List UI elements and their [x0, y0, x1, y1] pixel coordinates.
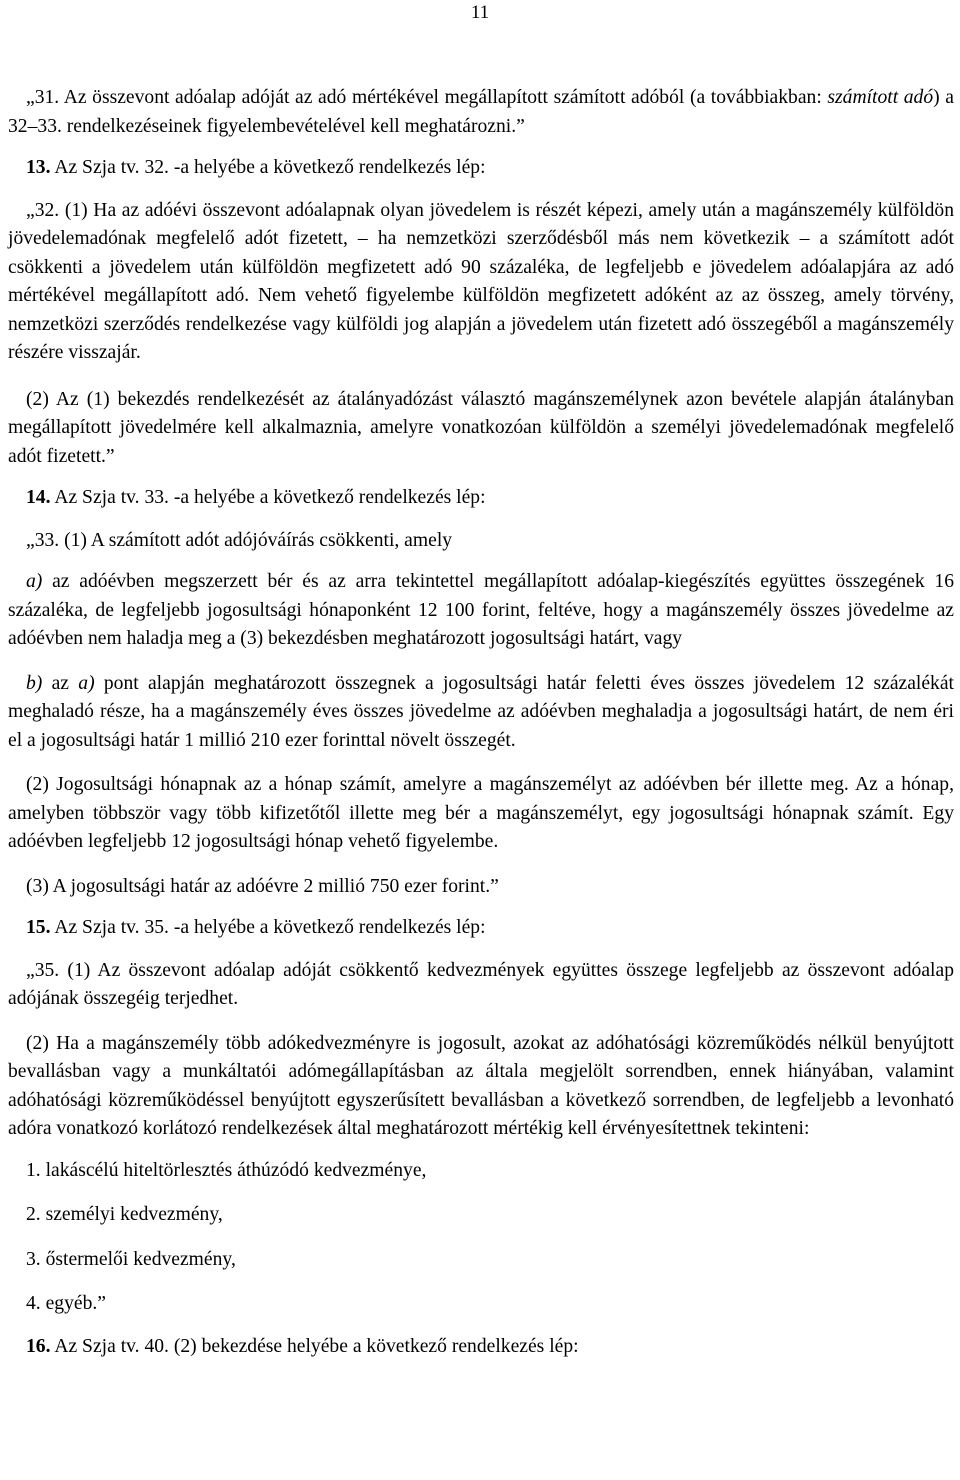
section-number: 15. [26, 917, 51, 938]
paragraph-35-1: „35. (1) Az összevont adóalap adóját csökkentő kedvezmények együttes összege legfeljebb az összevont adóalap adójának összegéig terjedhet. [8, 959, 954, 1009]
section-heading-text: Az Szja tv. 33. -a helyébe a következő rendelkezés lép: [50, 487, 486, 508]
paragraph-33-1: „33. (1) A számított adót adójóváírás csökkenti, amely [26, 529, 453, 551]
list-item: 4. egyéb.” [26, 1293, 106, 1314]
point-label: b) [26, 672, 43, 694]
list-item: 2. személyi kedvezmény, [26, 1204, 223, 1225]
point-reference: a) [78, 672, 95, 694]
paragraph-33-2: (2) Jogosultsági hónapnak az a hónap számít, amelyre a magánszemélyt az adóévben bér illette meg. Az a hónap, amelyben többször vagy több kifizetőtől illette meg bér a magánszemélyt, egy jogosultsági hónapnak számít. Egy adóévben legfeljebb 12 jogosultsági hónap vehető figyelembe. [8, 774, 954, 852]
section-heading-16 [8, 1333, 954, 1362]
paragraph-text: pont alapján meghatározott összegnek a jogosultsági határ feletti éves összes jövedelem 12 százalékát meghaladó része, ha a magánszemély éves összes jövedelme az adóévben meghaladja a jogosultsági határt, de nem éri el a jogosultsági határ 1 millió 210 ezer forinttal növelt összegét. [8, 672, 954, 751]
paragraph-text: az adóévben megszerzett bér és az arra tekintettel megállapított adóalap-kiegészítés együttes összegének 16 százaléka, de legfeljebb jogosultsági hónaponként 12 100 forint, feltéve, hogy a magánszemély összes jövedelme az adóévben nem haladja meg a (3) bekezdésben meghatározott jogosultsági határt, vagy [8, 571, 954, 649]
section-heading-text: Az Szja tv. 32. -a helyébe a következő rendelkezés lép: [50, 157, 486, 178]
paragraph-35-2: (2) Ha a magánszemély több adókedvezményre is jogosult, azokat az adóhatósági közreműködés nélkül benyújtott bevallásban vagy a munkáltatói adómegállapításban az általa megjelölt sorrendben, ennek hiányában, valamint adóhatósági közreműködéssel benyújtott egyszerűsített bevallásban a következő sorrendben, de legfeljebb a levonható adóra vonatkozó korlátozó rendelkezések által meghatározott mértékig kell érvényesítettnek tekinteni: [8, 1032, 954, 1139]
paragraph-32-2: (2) Az (1) bekezdés rendelkezését az átalányadózást választó magánszemélynek azon bevétele alapján átalányban megállapított jövedelmére kell alkalmaznia, amelyre vonatkozóan külföldön a személyi jövedelemadónak megfelelő adót fizetett.” [8, 388, 954, 467]
paragraph-31 [8, 84, 954, 141]
paragraph-text: ) a 32–33. rendelkezéseinek figyelembevételével kell meghatározni.” [8, 87, 954, 137]
document-body [8, 84, 954, 1375]
list-item: 1. lakáscélú hiteltörlesztés áthúzódó kedvezménye, [26, 1159, 427, 1181]
paragraph-text: „31. Az összevont adóalap adóját az adó mértékével megállapított számított adóból (a továbbiakban: [26, 87, 828, 108]
paragraph-32-1: „32. (1) Ha az adóévi összevont adóalapnak olyan jövedelem is részét képezi, amely után a magánszemély külföldön jövedelemadónak megfelelő adót fizetett, – ha nemzetközi szerződésből más nem következik – a számított adót csökkenti a jövedelem után külföldön megfizetett adó 90 százaléka, de legfeljebb e jövedelem adóalapjára az adó mértékével megállapított adó. Nem vehető figyelembe külföldön megfizetett adóként az az összeg, amely törvény, nemzetközi szerződés rendelkezése vagy külföldi jog alapján a jövedelem után fizetett adó összegéből a magánszemély részére visszajár. [8, 199, 954, 363]
list-item: 3. őstermelői kedvezmény, [26, 1248, 236, 1270]
paragraph-33-3: (3) A jogosultsági határ az adóévre 2 millió 750 ezer forint.” [26, 875, 499, 897]
paragraph-text: az [42, 672, 79, 694]
section-heading-14 [8, 484, 954, 513]
section-heading-text: Az Szja tv. 40. (2) bekezdése helyébe a következő rendelkezés lép: [50, 1335, 579, 1357]
section-number: 13. [26, 157, 51, 178]
section-heading-13 [8, 154, 954, 183]
page-number: 11 [470, 2, 490, 23]
point-label: a) [26, 571, 43, 592]
section-number: 14. [26, 487, 51, 508]
discount-order-list [8, 1157, 954, 1319]
paragraph-33-b [8, 670, 954, 756]
section-number: 16. [26, 1335, 51, 1357]
section-heading-15 [8, 914, 954, 943]
paragraph-33-a [8, 568, 954, 654]
section-heading-text: Az Szja tv. 35. -a helyébe a következő rendelkezés lép: [50, 917, 486, 938]
italic-term: számított adó [827, 87, 934, 108]
